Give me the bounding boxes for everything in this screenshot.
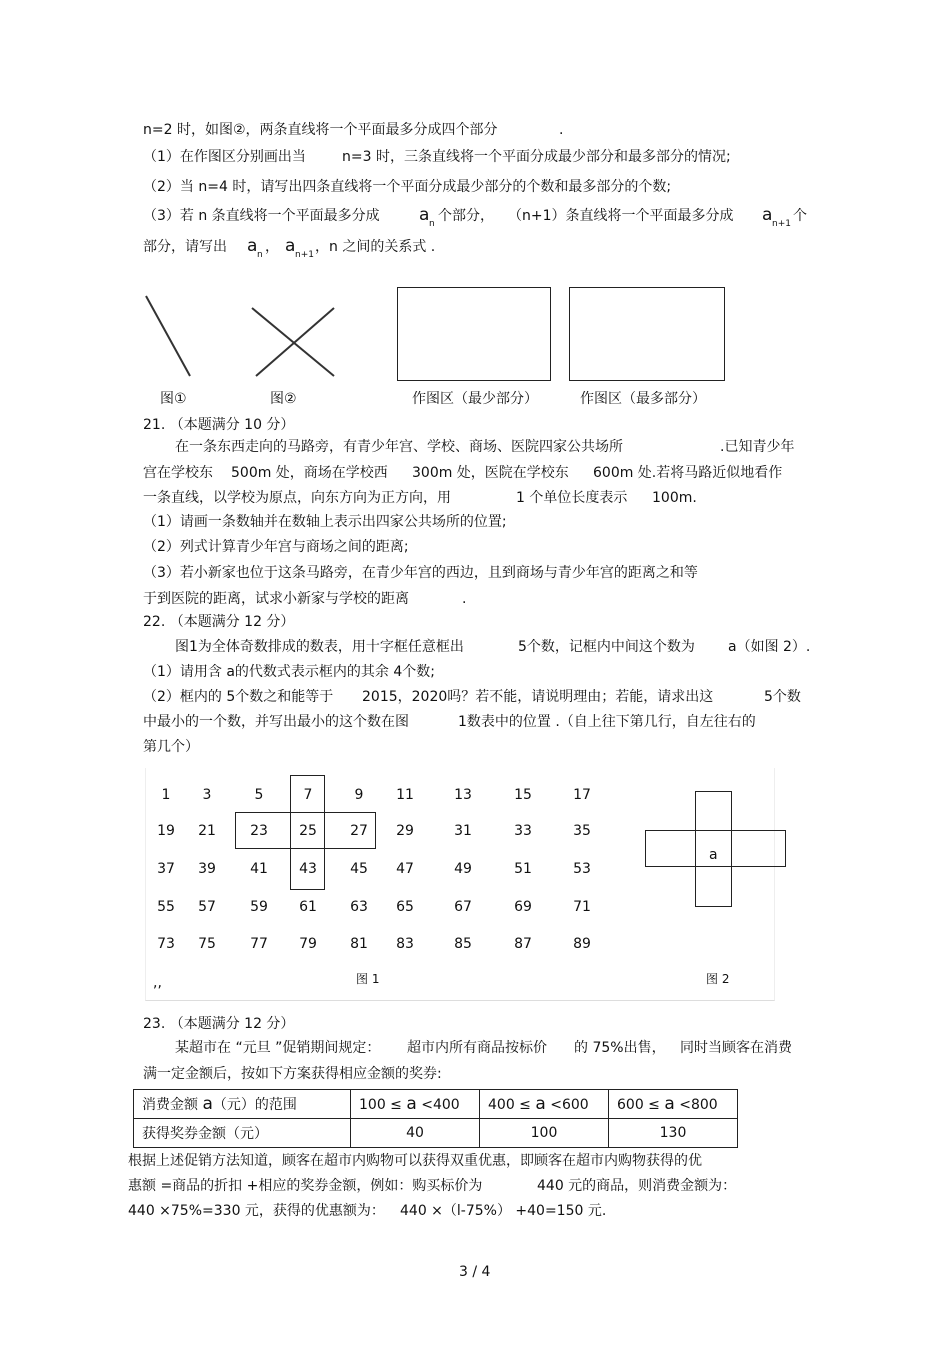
table-number-cell: 45 bbox=[350, 861, 368, 877]
cross-frame-horizontal bbox=[235, 812, 376, 849]
table-number-cell: 33 bbox=[514, 823, 532, 839]
table-number-cell: 77 bbox=[250, 936, 268, 952]
tier3-var: a bbox=[664, 1094, 675, 1114]
q20-an1-letter: a bbox=[285, 236, 296, 256]
q20-a-n1-sub: n+1 bbox=[772, 219, 791, 229]
q20-intro: n=2 时，如图②，两条直线将一个平面最多分成四个部分 bbox=[143, 122, 498, 138]
figure1-caption: 图① bbox=[160, 391, 187, 407]
q23-line1b: 超市内所有商品按标价 bbox=[407, 1040, 547, 1056]
table-number-cell: 75 bbox=[198, 936, 216, 952]
prize-table-value-row bbox=[134, 1119, 738, 1148]
area-min-caption: 作图区（最少部分） bbox=[412, 391, 538, 407]
q23-para3b: 440 ×（l-75%） +40=150 元. bbox=[400, 1203, 607, 1219]
q22-line1a: 图1为全体奇数排成的数表，用十字框任意框出 bbox=[175, 639, 464, 655]
tier1-high: <400 bbox=[421, 1097, 460, 1113]
q21-sub1: （1）请画一条数轴并在数轴上表示出四家公共场所的位置; bbox=[143, 514, 507, 530]
q22-sub2e: 1数表中的位置 .（自上往下第几行，自左往右的 bbox=[458, 714, 756, 730]
tier3-low: 600 ≤ bbox=[617, 1097, 660, 1113]
q20-a-n-sub: n bbox=[429, 219, 435, 229]
q21-line1a: 在一条东西走向的马路旁，有青少年宫、学校、商场、医院四家公共场所 bbox=[175, 439, 623, 455]
table-ellipsis: ,, bbox=[153, 975, 162, 991]
prize-table bbox=[133, 1089, 738, 1148]
table-number-cell: 41 bbox=[250, 861, 268, 877]
table-number-cell: 65 bbox=[396, 899, 414, 915]
q21-sub2: （2）列式计算青少年宫与商场之间的距离; bbox=[143, 539, 409, 555]
header-range-unit: （元）的范围 bbox=[212, 1097, 297, 1113]
table-number-cell: 59 bbox=[250, 899, 268, 915]
prize-row-label: 获得奖券金额（元） bbox=[134, 1119, 351, 1148]
table-number-cell: 71 bbox=[573, 899, 591, 915]
q20-a-n-letter: a bbox=[419, 205, 430, 225]
table-number-cell: 13 bbox=[454, 787, 472, 803]
q23-line2: 满一定金额后，按如下方案获得相应金额的奖券: bbox=[143, 1066, 442, 1082]
q21-sub3b: 于到医院的距离，试求小新家与学校的距离 bbox=[143, 591, 409, 607]
prize-header-range bbox=[134, 1090, 351, 1119]
q23-line1d: 同时当顾客在消费 bbox=[680, 1040, 792, 1056]
table-number-cell: 43 bbox=[299, 861, 317, 877]
q22-line1b: 5个数，记框内中间这个数为 bbox=[518, 639, 695, 655]
q20-an1-sub: n+1 bbox=[295, 250, 314, 260]
q22-heading: 22. （本题满分 12 分） bbox=[143, 614, 295, 630]
page-number: 3 / 4 bbox=[459, 1264, 491, 1280]
table-number-cell: 19 bbox=[157, 823, 175, 839]
prize-table-header-row bbox=[134, 1090, 738, 1119]
table-number-cell: 15 bbox=[514, 787, 532, 803]
q20-comma: ， bbox=[265, 239, 279, 255]
q22-line1c: a（如图 2）. bbox=[728, 639, 811, 655]
fig1-caption: 图 1 bbox=[356, 972, 380, 986]
q21-line3c: 100m. bbox=[652, 490, 697, 506]
prize-header-tier3 bbox=[609, 1090, 738, 1119]
figure2-caption: 图② bbox=[270, 391, 297, 407]
q21-line2a: 宫在学校东 bbox=[143, 465, 213, 481]
prize-value-tier2: 100 bbox=[480, 1119, 609, 1148]
q20-a-n1-letter: a bbox=[762, 205, 773, 225]
prize-header-tier2 bbox=[480, 1090, 609, 1119]
q22-sub2d: 中最小的一个数，并写出最小的这个数在图 bbox=[143, 714, 409, 730]
prize-value-tier3: 130 bbox=[609, 1119, 738, 1148]
q23-para2a: 惠额 =商品的折扣 +相应的奖券金额，例如：购买标价为 bbox=[128, 1178, 483, 1194]
q22-sub2a: （2）框内的 5个数之和能等于 bbox=[143, 689, 334, 705]
tier2-low: 400 ≤ bbox=[488, 1097, 531, 1113]
table-number-cell: 27 bbox=[350, 823, 368, 839]
table-number-cell: 17 bbox=[573, 787, 591, 803]
tier3-high: <800 bbox=[679, 1097, 718, 1113]
table-number-cell: 35 bbox=[573, 823, 591, 839]
drawing-area-max[interactable] bbox=[569, 287, 725, 381]
q23-heading: 23. （本题满分 12 分） bbox=[143, 1016, 295, 1032]
table-number-cell: 29 bbox=[396, 823, 414, 839]
table-number-cell: 55 bbox=[157, 899, 175, 915]
table-number-cell: 5 bbox=[254, 787, 264, 803]
q21-sub3: （3）若小新家也位于这条马路旁，在青少年宫的西边，且到商场与青少年宫的距离之和等 bbox=[143, 565, 698, 581]
table-number-cell: 79 bbox=[299, 936, 317, 952]
q20-part2: （2）当 n=4 时，请写出四条直线将一个平面分成最少部分的个数和最多部分的个数; bbox=[143, 179, 672, 195]
table-number-cell: 39 bbox=[198, 861, 216, 877]
q23-line1a: 某超市在 “元旦 ”促销期间规定： bbox=[175, 1040, 381, 1056]
q21-line1b: .已知青少年 bbox=[720, 439, 795, 455]
prize-value-tier1: 40 bbox=[351, 1119, 480, 1148]
q21-line2c: 300m 处，医院在学校东 bbox=[412, 465, 569, 481]
table-number-cell: 31 bbox=[454, 823, 472, 839]
q20-part1b: n=3 时，三条直线将一个平面分成最少部分和最多部分的情况; bbox=[342, 149, 731, 165]
table-number-cell: 69 bbox=[514, 899, 532, 915]
line-figures bbox=[140, 288, 350, 380]
tier1-var: a bbox=[406, 1094, 417, 1114]
drawing-area-min[interactable] bbox=[397, 287, 551, 381]
tier2-var: a bbox=[535, 1094, 546, 1114]
q20-part3b: 个部分， bbox=[438, 208, 494, 224]
q23-para2b: 440 元的商品，则消费金额为： bbox=[537, 1178, 737, 1194]
q21-line3b: 1 个单位长度表示 bbox=[516, 490, 628, 506]
table-number-cell: 87 bbox=[514, 936, 532, 952]
table-number-cell: 7 bbox=[303, 787, 313, 803]
tier1-low: 100 ≤ bbox=[359, 1097, 402, 1113]
table-number-cell: 3 bbox=[202, 787, 212, 803]
table-number-cell: 83 bbox=[396, 936, 414, 952]
table-number-cell: 51 bbox=[514, 861, 532, 877]
q20-part4b: ，n 之间的关系式 . bbox=[315, 239, 436, 255]
table-number-cell: 11 bbox=[396, 787, 414, 803]
table-number-cell: 85 bbox=[454, 936, 472, 952]
q20-part4a: 部分，请写出 bbox=[143, 239, 227, 255]
q21-line3a: 一条直线，以学校为原点，向东方向为正方向，用 bbox=[143, 490, 451, 506]
table-number-cell: 63 bbox=[350, 899, 368, 915]
fig2-center-a: a bbox=[709, 847, 718, 863]
q22-sub2b: 2015，2020吗？若不能，请说明理由；若能，请求出这 bbox=[362, 689, 714, 705]
area-max-caption: 作图区（最多部分） bbox=[580, 391, 706, 407]
fig2-caption: 图 2 bbox=[706, 972, 730, 986]
q21-line2b: 500m 处，商场在学校西 bbox=[231, 465, 388, 481]
q23-para1: 根据上述促销方法知道，顾客在超市内购物可以获得双重优惠，即顾客在超市内购物获得的优 bbox=[128, 1153, 702, 1169]
table-number-cell: 25 bbox=[299, 823, 317, 839]
table-number-cell: 67 bbox=[454, 899, 472, 915]
q20-part3d: 个 bbox=[793, 208, 807, 224]
table-number-cell: 57 bbox=[198, 899, 216, 915]
figure1-line bbox=[146, 296, 190, 376]
q23-para3a: 440 ×75%=330 元，获得的优惠额为： bbox=[128, 1203, 385, 1219]
q20-part1: （1）在作图区分别画出当 bbox=[143, 149, 306, 165]
table-number-cell: 37 bbox=[157, 861, 175, 877]
q20-part3a: （3）若 n 条直线将一个平面最多分成 bbox=[143, 208, 380, 224]
tier2-high: <600 bbox=[550, 1097, 589, 1113]
table-number-cell: 9 bbox=[354, 787, 364, 803]
table-number-cell: 73 bbox=[157, 936, 175, 952]
table-number-cell: 1 bbox=[161, 787, 171, 803]
table-number-cell: 47 bbox=[396, 861, 414, 877]
q20-an-sub: n bbox=[257, 250, 263, 260]
header-range-label: 消费金额 bbox=[142, 1097, 198, 1113]
q23-line1c: 的 75%出售， bbox=[574, 1040, 666, 1056]
table-number-cell: 49 bbox=[454, 861, 472, 877]
prize-header-tier1 bbox=[351, 1090, 480, 1119]
q21-heading: 21. （本题满分 10 分） bbox=[143, 417, 295, 433]
table-number-cell: 21 bbox=[198, 823, 216, 839]
q20-an-letter: a bbox=[247, 236, 258, 256]
header-range-var: a bbox=[202, 1094, 213, 1114]
table-number-cell: 23 bbox=[250, 823, 268, 839]
q21-sub3c: . bbox=[462, 591, 467, 607]
table-number-cell: 53 bbox=[573, 861, 591, 877]
table-number-cell: 81 bbox=[350, 936, 368, 952]
table-number-cell: 61 bbox=[299, 899, 317, 915]
q22-sub1: （1）请用含 a的代数式表示框内的其余 4个数; bbox=[143, 664, 436, 680]
table-number-cell: 89 bbox=[573, 936, 591, 952]
q21-line2d: 600m 处.若将马路近似地看作 bbox=[593, 465, 783, 481]
q22-sub2c: 5个数 bbox=[764, 689, 801, 705]
q20-intro-dot: . bbox=[559, 122, 564, 138]
q20-part3c: （n+1）条直线将一个平面最多分成 bbox=[508, 208, 734, 224]
q22-sub2f: 第几个） bbox=[143, 739, 199, 755]
